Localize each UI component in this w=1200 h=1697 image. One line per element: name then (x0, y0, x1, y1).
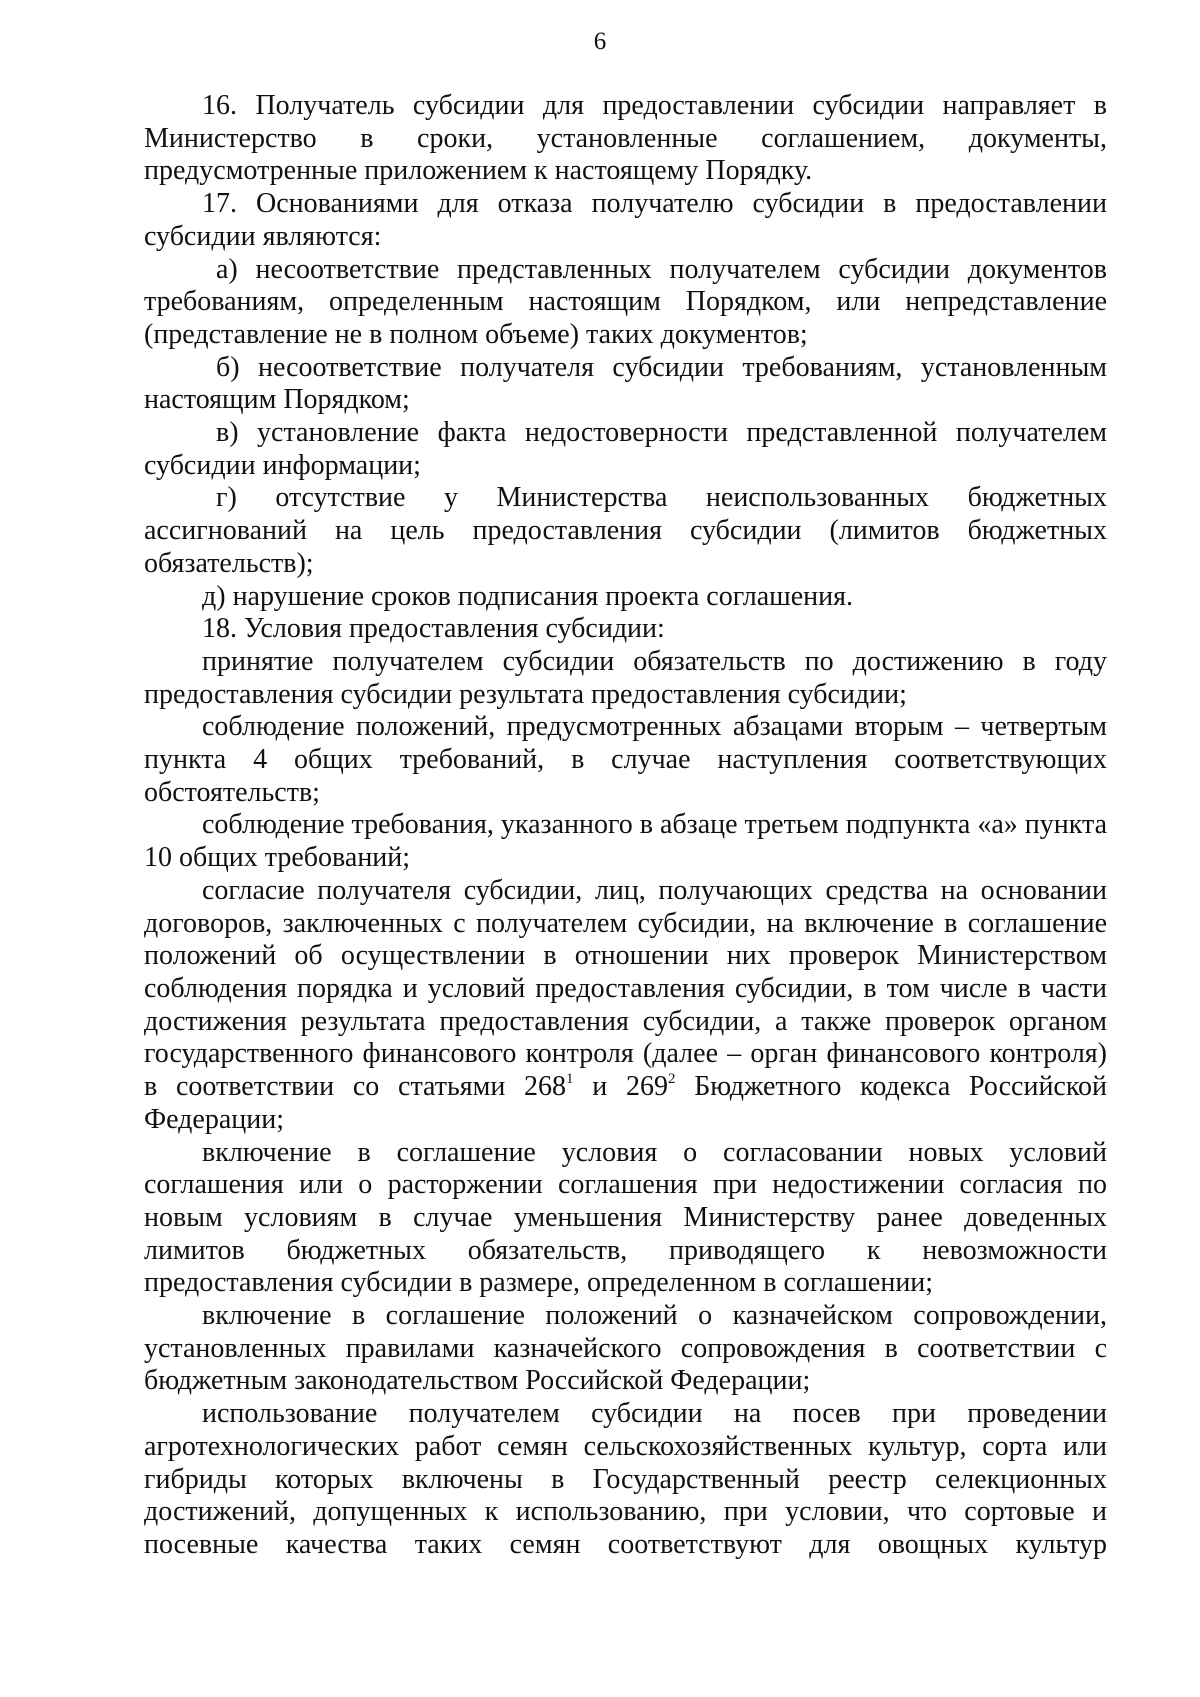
condition-6: включение в соглашение положений о казначейском сопровождении, установленных правилами казначейского сопровождения в соответствии с бюджетным законодательством Российской Федерации; (144, 1300, 1107, 1397)
paragraph-16: 16. Получатель субсидии для предоставлении субсидии направляет в Министерство в сроки, установленные соглашением, документы, предусмотренные приложением к настоящему Порядку. (144, 90, 1107, 187)
condition-5: включение в соглашение условия о согласовании новых условий соглашения или о расторжении соглашения при недостижении согласия по новым условиям в случае уменьшения Министерству ранее доведенных лимитов бюджетных обязательств, приводящего к невозможности предоставления субсидии в размере, определенном в соглашении; (144, 1136, 1107, 1299)
paragraph-18: 18. Условия предоставления субсидии: (202, 613, 665, 645)
document-body (144, 90, 1107, 1562)
condition-4-text-2: и 269 (573, 1071, 668, 1103)
condition-4-text-3: Бюджетного кодекса Российской Федерации; (144, 1071, 1108, 1135)
paragraph-17-d: д) нарушение сроков подписания проекта соглашения. (202, 580, 853, 612)
superscript-1: 1 (566, 1070, 574, 1087)
page-number: 6 (593, 28, 607, 55)
paragraph-17-g: г) отсутствие у Министерства неиспользованных бюджетных ассигнований на цель предоставления субсидии (лимитов бюджетных обязательств); (144, 482, 1107, 579)
paragraph-17-v: в) установление факта недостоверности представленной получателем субсидии информации; (144, 417, 1107, 481)
condition-4-text-1: согласие получателя субсидии, лиц, получающих средства на основании договоров, заключенных с получателем субсидии, на включение в соглашение положений об осуществлении в отношении них проверок Министерством соблюдения порядка и условий предоставления субсидии, в том числе в части достижения результата предоставления субсидии, а также проверок органом государственного финансового контроля (далее – орган финансового контроля) в соответствии со статьями 268 (144, 874, 1107, 1103)
paragraph-17: 17. Основаниями для отказа получателю субсидии в предоставлении субсидии являются: (144, 188, 1107, 252)
paragraph-17-b: б) несоответствие получателя субсидии требованиям, установленным настоящим Порядком; (144, 351, 1107, 416)
condition-2: соблюдение положений, предусмотренных абзацами вторым – четвертым пункта 4 общих требований, в случае наступления соответствующих обстоятельств; (144, 711, 1107, 808)
condition-4 (144, 875, 1107, 1137)
condition-1: принятие получателем субсидии обязательств по достижению в году предоставления субсидии результата предоставления субсидии; (144, 645, 1107, 710)
paragraph-17-a: а) несоответствие представленных получателем субсидии документов требованиям, определенным настоящим Порядком, или непредставление (представление не в полном объеме) таких документов; (144, 253, 1107, 350)
condition-7: использование получателем субсидии на посев при проведении агротехнологических работ семян сельскохозяйственных культур, сорта или гибриды которых включены в Государственный реестр селекционных достижений, допущенных к использованию, при условии, что сортовые и посевные качества таких семян соответствуют для овощных культур (144, 1398, 1107, 1560)
superscript-2: 2 (667, 1070, 676, 1087)
condition-3: соблюдение требования, указанного в абзаце третьем подпункта «а» пункта 10 общих требований; (144, 809, 1107, 874)
